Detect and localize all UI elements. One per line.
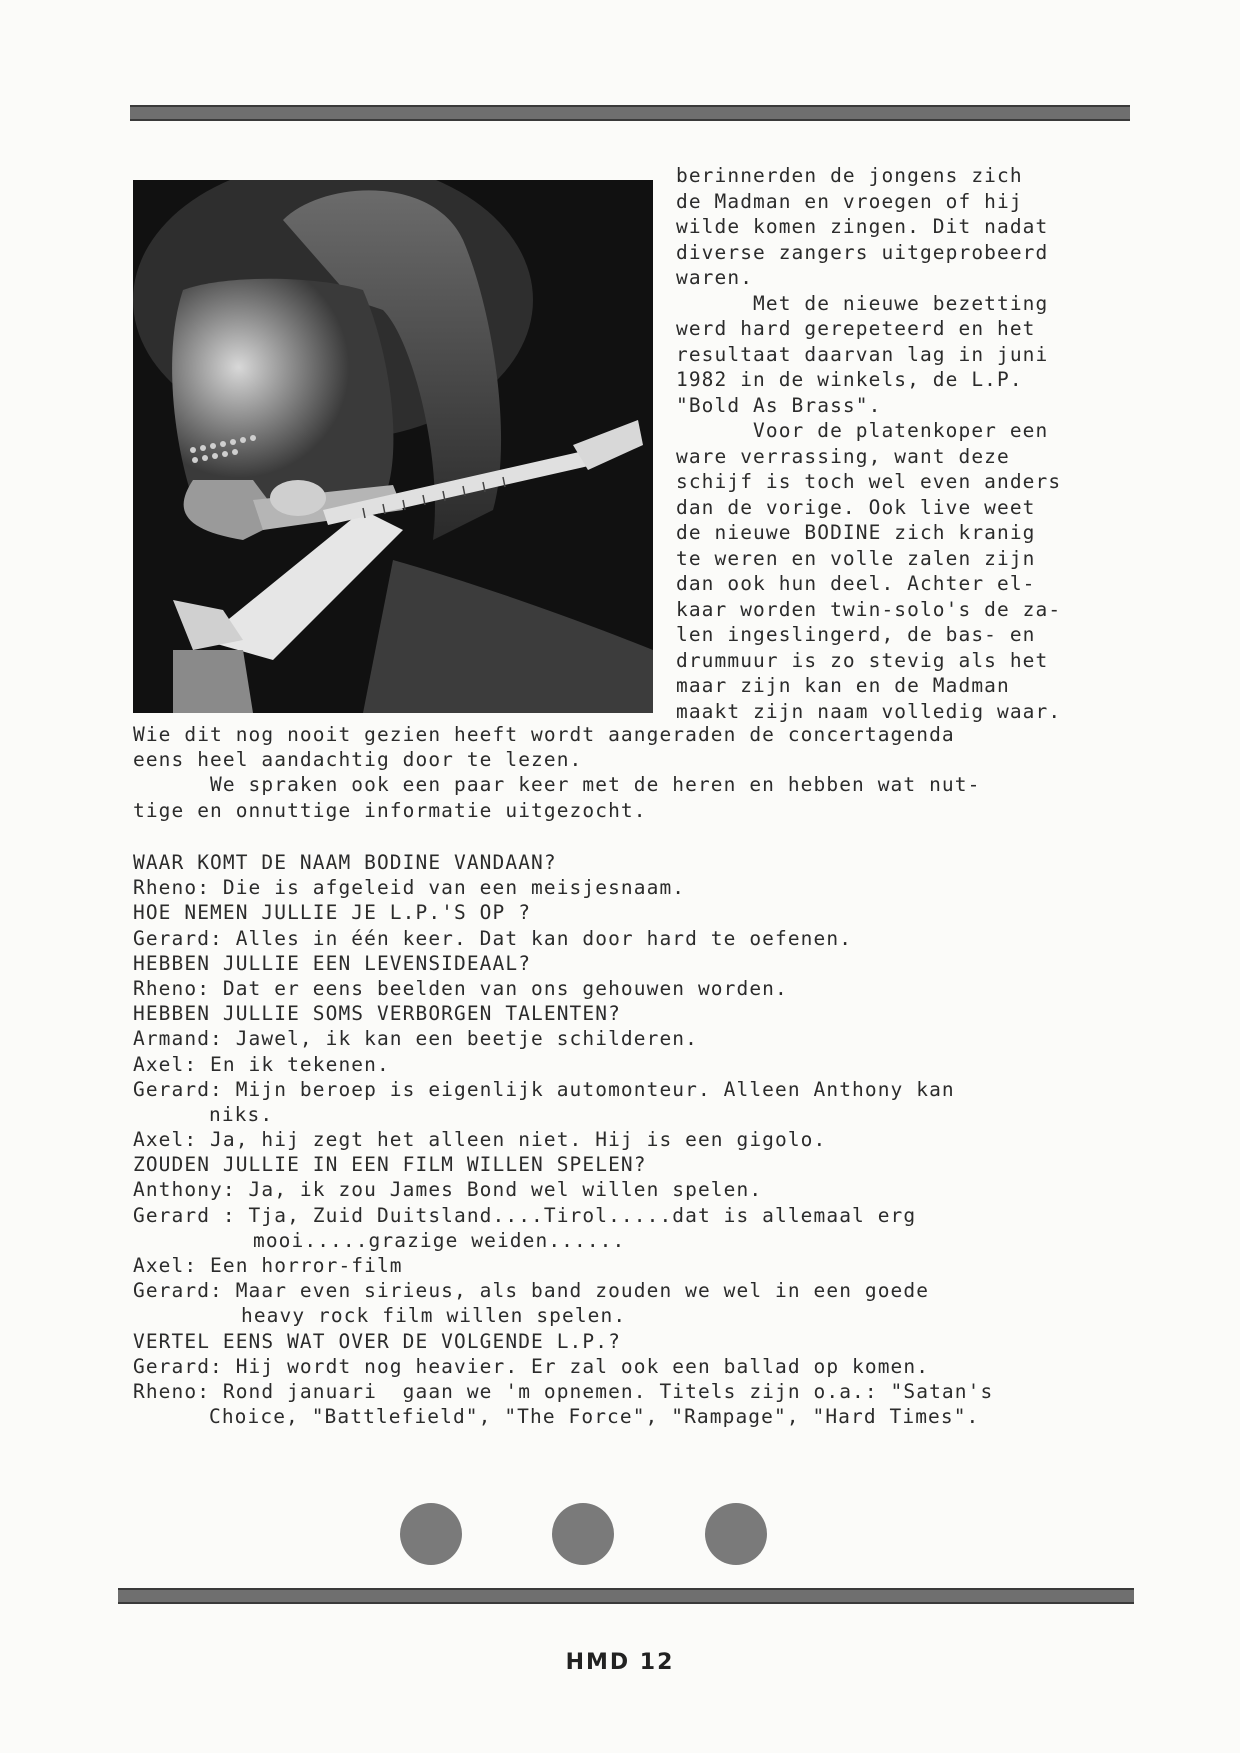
intro-text-line: Wie dit nog nooit gezien heeft wordt aangeraden de concertagenda: [133, 723, 955, 746]
page-number: HMD 12: [565, 1650, 675, 1675]
column-text-line: "Bold As Brass".: [676, 393, 882, 417]
column-text-line: diverse zangers uitgeprobeerd: [676, 240, 1049, 264]
column-text-line: wilde komen zingen. Dit nadat: [676, 215, 1049, 238]
ornament-dot: [552, 1503, 614, 1565]
column-text-line: schijf is toch wel even anders: [676, 470, 1062, 493]
column-text-line: te weren en volle zalen zijn: [676, 546, 1036, 570]
interview-line: niks.: [209, 1102, 274, 1126]
guitarist-photo: [133, 180, 653, 713]
column-text-line: berinnerden de jongens zich: [676, 164, 1023, 187]
interview-line: WAAR KOMT DE NAAM BODINE VANDAAN?: [133, 851, 557, 874]
interview-line: Gerard : Tja, Zuid Duitsland....Tirol.....dat is allemaal erg: [133, 1203, 917, 1227]
column-text-line: kaar worden twin-solo's de za-: [676, 597, 1062, 621]
guitarist-photo-image: [133, 180, 653, 713]
column-text-line: drummuur is zo stevig als het: [676, 648, 1049, 672]
interview-line: Choice, "Battlefield", "The Force", "Rampage", "Hard Times".: [209, 1405, 980, 1429]
interview-line: ZOUDEN JULLIE IN EEN FILM WILLEN SPELEN?: [133, 1153, 647, 1177]
column-text-line: waren.: [676, 266, 754, 289]
interview-line: Axel: En ik tekenen.: [133, 1052, 390, 1076]
intro-text: [133, 722, 1143, 823]
column-text-line: 1982 in de winkels, de L.P.: [676, 368, 1023, 391]
ornament-dot: [400, 1503, 462, 1565]
interview-line: heavy rock film willen spelen.: [241, 1304, 627, 1328]
interview-line: Gerard: Hij wordt nog heavier. Er zal ook een ballad op komen.: [133, 1354, 930, 1378]
column-text-line: resultaat daarvan lag in juni: [676, 342, 1049, 366]
column-text-line: Voor de platenkoper een: [676, 419, 1049, 442]
interview-line: Axel: Een horror-film: [133, 1254, 403, 1277]
interview-line: Rheno: Rond januari gaan we 'm opnemen. Titels zijn o.a.: "Satan's: [133, 1379, 994, 1403]
interview-line: HEBBEN JULLIE SOMS VERBORGEN TALENTEN?: [133, 1002, 621, 1026]
interview-line: HOE NEMEN JULLIE JE L.P.'S OP ?: [133, 901, 532, 925]
bottom-rule: [118, 1588, 1134, 1604]
top-rule: [130, 105, 1130, 121]
interview-line: Anthony: Ja, ik zou James Bond wel willen spelen.: [133, 1178, 763, 1202]
interview-line: Gerard: Alles in één keer. Dat kan door hard te oefenen.: [133, 926, 853, 950]
column-text-line: de Madman en vroegen of hij: [676, 189, 1023, 213]
column-text-line: dan de vorige. Ook live weet: [676, 495, 1036, 519]
interview-line: Gerard: Maar even sirieus, als band zouden we wel in een goede: [133, 1279, 930, 1303]
interview-line: Gerard: Mijn beroep is eigenlijk automonteur. Alleen Anthony kan: [133, 1077, 955, 1101]
interview-line: mooi.....grazige weiden......: [253, 1228, 626, 1252]
column-text-line: dan ook hun deel. Achter el-: [676, 572, 1036, 595]
interview-line: Rheno: Dat er eens beelden van ons gehouwen worden.: [133, 976, 788, 1000]
ornament-dot: [705, 1503, 767, 1565]
interview-line: HEBBEN JULLIE EEN LEVENSIDEAAL?: [133, 951, 532, 975]
column-text: [676, 163, 1146, 724]
column-text-line: len ingeslingerd, de bas- en: [676, 623, 1036, 646]
section-dots: [400, 1503, 770, 1565]
column-text-line: Met de nieuwe bezetting: [676, 291, 1049, 315]
column-text-line: werd hard gerepeteerd en het: [676, 317, 1036, 340]
intro-text-line: We spraken ook een paar keer met de heren en hebben wat nut-: [133, 773, 981, 797]
interview-line: Armand: Jawel, ik kan een beetje schilderen.: [133, 1027, 698, 1051]
interview-line: VERTEL EENS WAT OVER DE VOLGENDE L.P.?: [133, 1329, 621, 1353]
intro-text-line: tige en onnuttige informatie uitgezocht.: [133, 798, 647, 822]
interview: [133, 850, 1143, 1429]
column-text-line: ware verrassing, want deze: [676, 444, 1010, 468]
interview-line: Axel: Ja, hij zegt het alleen niet. Hij is een gigolo.: [133, 1128, 827, 1152]
column-text-line: maakt zijn naam volledig waar.: [676, 699, 1062, 723]
interview-line: Rheno: Die is afgeleid van een meisjesnaam.: [133, 876, 686, 900]
column-text-line: de nieuwe BODINE zich kranig: [676, 521, 1036, 544]
intro-text-line: eens heel aandachtig door te lezen.: [133, 748, 583, 772]
column-text-line: maar zijn kan en de Madman: [676, 674, 1010, 697]
